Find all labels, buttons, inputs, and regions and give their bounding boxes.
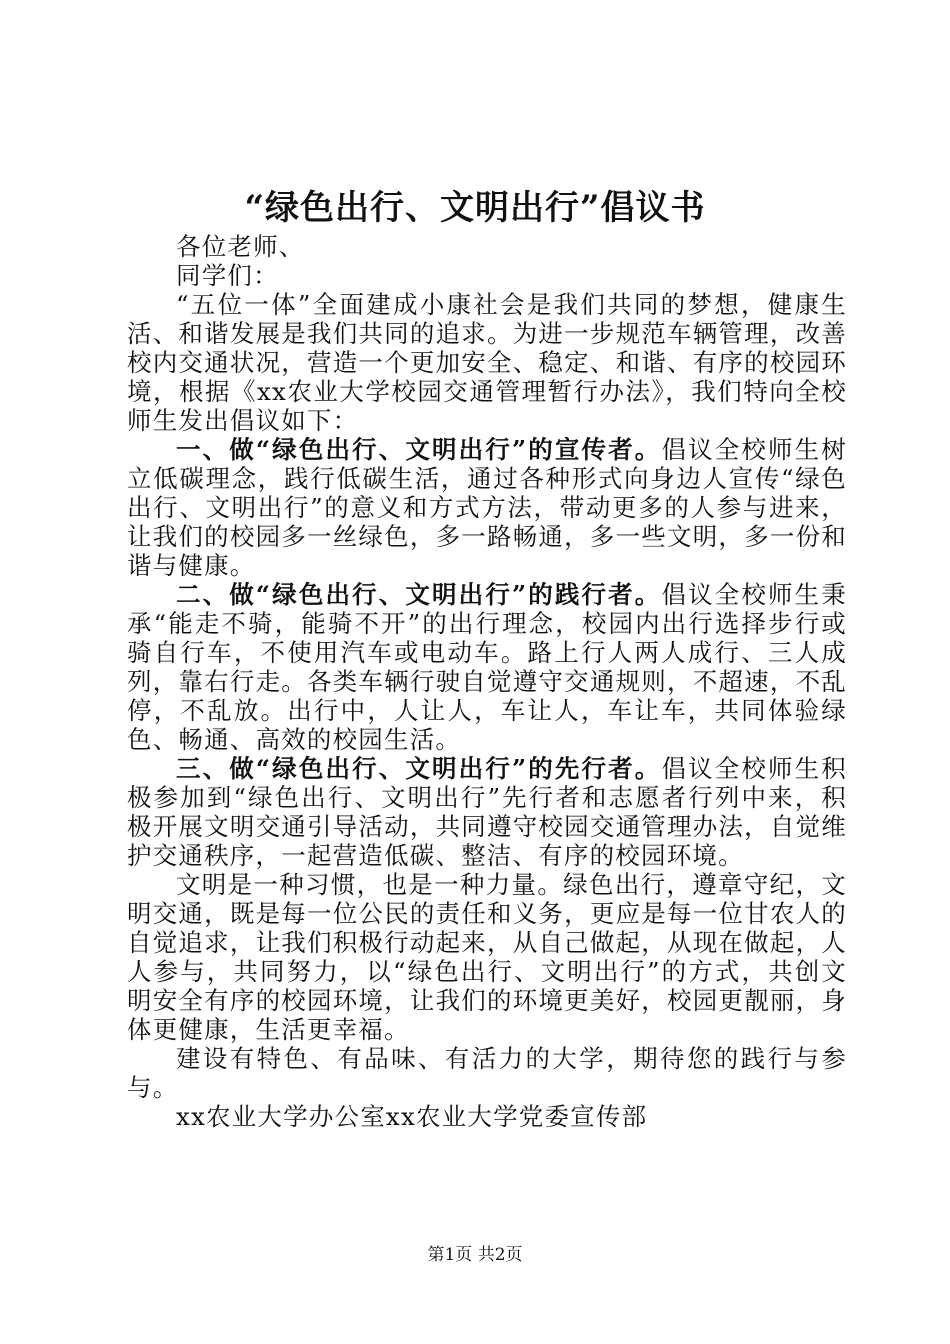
signature-line: xx农业大学办公室xx农业大学党委宣传部 bbox=[176, 1102, 648, 1131]
salutation-line-2: 同学们： bbox=[176, 261, 279, 290]
proposal-item-2-text: 倡议全校师生秉承“能走不骑，能骑不开”的出行理念，校园内出行选择步行或骑自行车，不使用汽车或电动车。路上行人两人成行、三人成列，靠右行走。各类车辆行驶自觉遵守交通规则，不超速，不乱停，不乱放。出行中，人让人，车让人，车让车，共同体验绿色、畅通、高效的校园生活。 bbox=[127, 580, 848, 754]
proposal-item-1 bbox=[127, 435, 847, 580]
document-title: “绿色出行、文明出行”倡议书 bbox=[244, 188, 706, 228]
proposal-item-1-text: 倡议全校师生树立低碳理念，践行低碳生活，通过各种形式向身边人宣传“绿色出行、文明出行”的意义和方式方法，带动更多的人参与进来，让我们的校园多一丝绿色，多一路畅通，多一些文明，多一份和谐与健康。 bbox=[127, 435, 848, 580]
proposal-item-3-lead: 三、做“绿色出行、文明出行”的先行者。 bbox=[176, 754, 662, 783]
page-number-footer: 第1页 共2页 bbox=[427, 1245, 523, 1265]
closing-paragraph-1: 文明是一种习惯，也是一种力量。绿色出行，遵章守纪，文明交通，既是每一位公民的责任和义务，更应是每一位甘农人的自觉追求，让我们积极行动起来，从自己做起，从现在做起，人人参与，共同努力，以“绿色出行、文明出行”的方式，共创文明安全有序的校园环境，让我们的环境更美好，校园更靓丽，身体更健康，生活更幸福。 bbox=[127, 870, 847, 1044]
proposal-item-1-lead: 一、做“绿色出行、文明出行”的宣传者。 bbox=[176, 435, 662, 464]
intro-paragraph: “五位一体”全面建成小康社会是我们共同的梦想，健康生活、和谐发展是我们共同的追求。为进一步规范车辆管理，改善校内交通状况，营造一个更加安全、稳定、和谐、有序的校园环境，根据《xx农业大学校园交通管理暂行办法》，我们特向全校师生发出倡议如下： bbox=[127, 290, 847, 435]
proposal-item-2-lead: 二、做“绿色出行、文明出行”的践行者。 bbox=[176, 580, 662, 609]
salutation-line-1: 各位老师、 bbox=[176, 232, 305, 261]
closing-paragraph-2: 建设有特色、有品味、有活力的大学，期待您的践行与参与。 bbox=[127, 1044, 847, 1102]
proposal-item-3 bbox=[127, 754, 847, 870]
proposal-item-2 bbox=[127, 580, 847, 754]
document-body bbox=[127, 232, 847, 1131]
proposal-item-3-text: 倡议全校师生积极参加到“绿色出行、文明出行”先行者和志愿者行列中来，积极开展文明交通引导活动，共同遵守校园交通管理办法，自觉维护交通秩序，一起营造低碳、整洁、有序的校园环境。 bbox=[127, 754, 848, 870]
